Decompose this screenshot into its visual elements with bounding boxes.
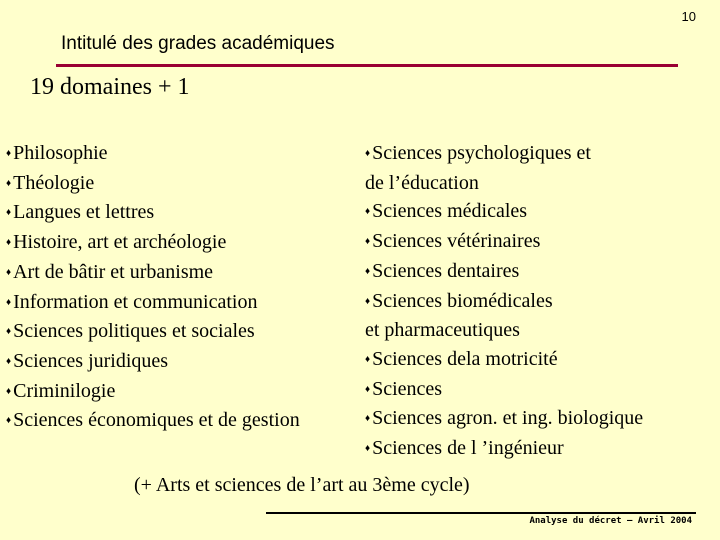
- domain-item: [365, 197, 715, 227]
- bullet-icon: ♦: [6, 415, 12, 427]
- left-domain-list: [6, 139, 366, 436]
- domain-item: [365, 316, 715, 345]
- bullet-icon: ♦: [6, 355, 12, 367]
- footer-rule: [266, 512, 696, 514]
- bullet-icon: ♦: [6, 148, 12, 159]
- right-domain-list: [365, 139, 715, 464]
- domain-item: [6, 169, 366, 199]
- domain-label: Langues et lettres: [13, 201, 155, 224]
- domain-label: Sciences psychologiques et: [372, 142, 591, 164]
- domain-label: Sciences médicales: [372, 200, 528, 223]
- bullet-icon: ♦: [365, 353, 371, 365]
- domain-item: [365, 287, 715, 317]
- bullet-icon: ♦: [365, 265, 371, 277]
- bullet-icon: ♦: [365, 383, 371, 395]
- domain-label: Sciences agron. et ing. biologique: [372, 407, 644, 430]
- domain-item: [6, 228, 366, 258]
- domain-item: [6, 139, 366, 169]
- domain-item: [6, 377, 366, 407]
- bullet-icon: ♦: [365, 236, 371, 248]
- bullet-icon: ♦: [6, 207, 12, 219]
- domain-label: Sciences juridiques: [13, 349, 169, 372]
- domain-label: Sciences de l ’ingénieur: [372, 437, 564, 460]
- bullet-icon: ♦: [6, 266, 12, 278]
- title-underline: [56, 64, 678, 67]
- bullet-icon: ♦: [365, 413, 371, 425]
- bullet-icon: ♦: [6, 237, 12, 249]
- domain-label: Art de bâtir et urbanisme: [13, 260, 214, 283]
- bullet-icon: ♦: [6, 177, 12, 189]
- domain-item: [6, 406, 366, 436]
- domain-label: Criminilogie: [13, 379, 116, 402]
- domain-label: et pharmaceutiques: [365, 319, 520, 342]
- domain-label: Sciences: [372, 377, 443, 400]
- bullet-icon: ♦: [365, 443, 371, 455]
- domain-item: [365, 404, 715, 434]
- domain-label: Sciences biomédicales: [372, 289, 553, 312]
- domain-label: Sciences vétérinaires: [372, 230, 541, 253]
- domain-item: [365, 169, 715, 198]
- bullet-icon: ♦: [6, 326, 12, 338]
- footer-text: Analyse du décret – Avril 2004: [529, 516, 692, 526]
- domain-item: [6, 258, 366, 288]
- domain-item: [365, 227, 715, 257]
- footer-note: (+ Arts et sciences de l’art au 3ème cycle): [134, 474, 470, 496]
- bullet-icon: ♦: [365, 295, 371, 307]
- domain-label: Sciences dentaires: [372, 259, 520, 282]
- slide-subtitle: 19 domaines + 1: [30, 74, 190, 100]
- domain-item: [6, 347, 366, 377]
- domain-item: [365, 257, 715, 287]
- domain-label: Sciences politiques et sociales: [13, 320, 255, 343]
- slide-title: Intitulé des grades académiques: [61, 33, 335, 54]
- domain-item: [6, 288, 366, 318]
- domain-label: Théologie: [13, 171, 95, 194]
- domain-item: [365, 375, 715, 405]
- domain-label: Sciences économiques et de gestion: [13, 409, 300, 432]
- domain-item: [365, 434, 715, 464]
- domain-item: [365, 345, 715, 375]
- bullet-icon: ♦: [6, 385, 12, 397]
- bullet-icon: ♦: [365, 148, 371, 159]
- domain-item: [6, 317, 366, 347]
- domain-label: Sciences dela motricité: [372, 347, 558, 370]
- page-number: 10: [681, 9, 696, 24]
- domain-label: Histoire, art et archéologie: [13, 231, 227, 254]
- domain-label: Information et communication: [13, 290, 258, 313]
- domain-label: de l’éducation: [365, 171, 479, 194]
- bullet-icon: ♦: [365, 206, 371, 218]
- domain-item: [6, 198, 366, 228]
- domain-label: Philosophie: [13, 142, 108, 164]
- bullet-icon: ♦: [6, 296, 12, 308]
- domain-item: [365, 139, 715, 169]
